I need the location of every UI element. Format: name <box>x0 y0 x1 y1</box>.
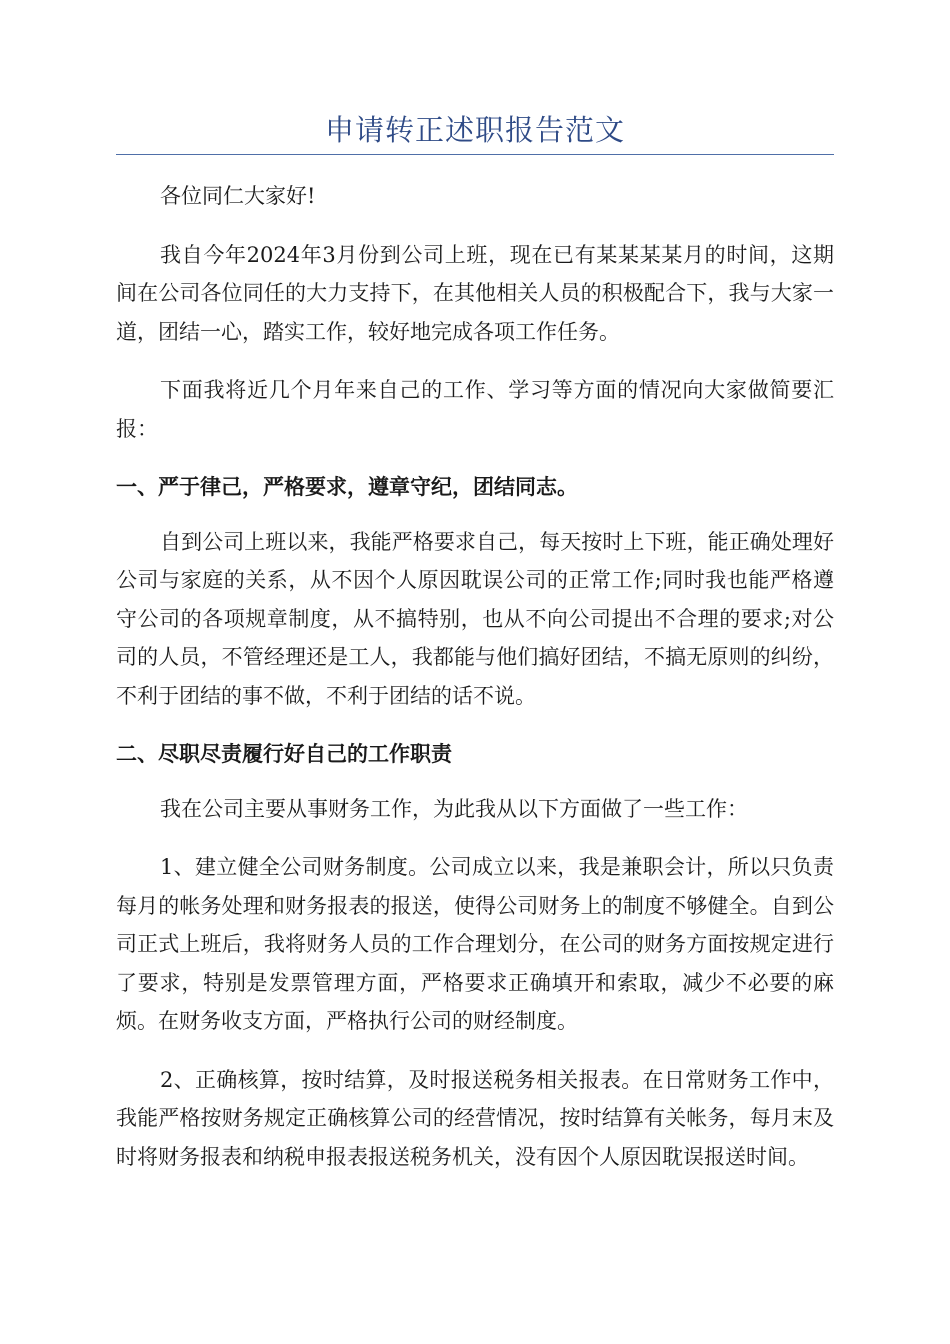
section-1-heading: 一、严于律己，严格要求，遵章守纪，团结同志。 <box>116 475 578 499</box>
document-page <box>116 108 834 1176</box>
section-2-intro: 我在公司主要从事财务工作，为此我从以下方面做了一些工作： <box>160 796 748 821</box>
section-2-item-1: 1、建立健全公司财务制度。公司成立以来，我是兼职会计，所以只负责每月的帐务处理和财务报表的报送，使得公司财务上的制度不够健全。自到公司正式上班后，我将财务人员的工作合理划分，在公司的财务方面按规定进行了要求，特别是发票管理方面，严格要求正确填开和索取，减少不必要的麻烦。在财务收支方面，严格执行公司的财经制度。 <box>116 855 834 1033</box>
section-2-item-2: 2、正确核算，按时结算，及时报送税务相关报表。在日常财务工作中，我能严格按财务规定正确核算公司的经营情况，按时结算有关帐务，每月末及时将财务报表和纳税申报表报送税务机关，没有因个人原因耽误报送时间。 <box>116 1067 834 1169</box>
greeting: 各位同仁大家好! <box>160 184 316 208</box>
document-title: 申请转正述职报告范文 <box>324 113 625 147</box>
title-underline <box>116 154 834 155</box>
section-1-body: 自到公司上班以来，我能严格要求自己，每天按时上下班，能正确处理好公司与家庭的关系，从不因个人原因耽误公司的正常工作;同时我也能严格遵守公司的各项规章制度，从不搞特别，也从不向公司提出不合理的要求;对公司的人员，不管经理还是工人，我都能与他们搞好团结，不搞无原则的纠纷，不利于团结的事不做，不利于团结的话不说。 <box>116 529 834 708</box>
section-2-heading: 二、尽职尽责履行好自己的工作职责 <box>116 742 452 766</box>
intro-paragraph: 我自今年2024年3月份到公司上班，现在已有某某某某月的时间，这期间在公司各位同任的大力支持下，在其他相关人员的积极配合下，我与大家一道，团结一心，踏实工作，较好地完成各项工作任务。 <box>116 242 834 344</box>
summary-paragraph: 下面我将近几个月年来自己的工作、学习等方面的情况向大家做简要汇报： <box>116 378 834 441</box>
